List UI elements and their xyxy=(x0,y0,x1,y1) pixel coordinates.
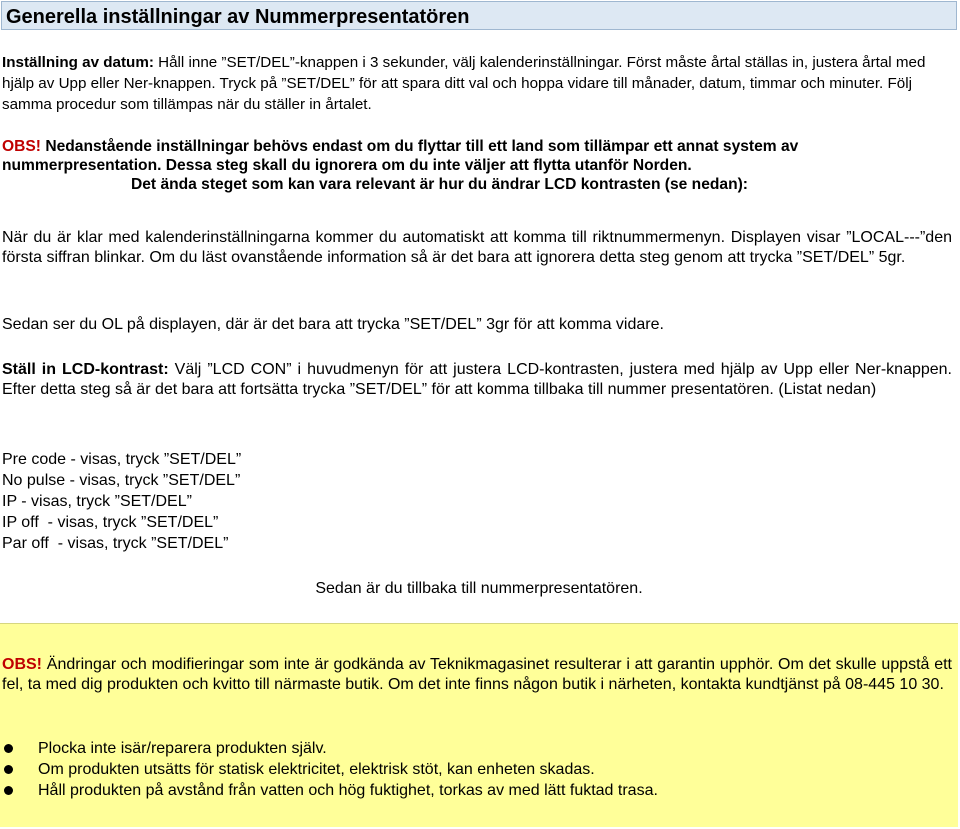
page-title-text: Generella inställningar av Nummerpresentatören xyxy=(6,6,470,28)
bullet-text: Håll produkten på avstånd från vatten och hög fuktighet, torkas av med lätt fuktad trasa. xyxy=(38,782,658,799)
bullet-item xyxy=(2,780,952,801)
obs-label: OBS! xyxy=(2,138,41,155)
ol-paragraph: Sedan ser du OL på displayen, där är det bara att trycka ”SET/DEL” 3gr för att komma vidare. xyxy=(2,316,664,333)
date-settings-text: Håll inne ”SET/DEL”-knappen i 3 sekunder, välj kalenderinställningar. Först måste årtal ställas in, justera årtal med hjälp av Upp eller Ner-knappen. Tryck på ”SET/DEL” för att spara ditt val och hoppa vidare till månader, datum, timmar och minuter. Följ samma procedur som tillämpas när du ställer in årtalet. xyxy=(2,54,926,113)
obs-lcd-note: Det ända steget som kan vara relevant är hur du ändrar LCD kontrasten (se nedan): xyxy=(131,176,748,193)
list-item: IP - visas, tryck ”SET/DEL” xyxy=(2,493,192,510)
safety-bullet-list xyxy=(2,738,952,801)
obs-text: Nedanstående inställningar behövs endast om du flyttar till ett land som tillämpar ett annat system av nummerpresentation. Dessa steg skall du ignorera om du inte väljer att flytta utanför Norden. xyxy=(2,138,799,174)
list-item: Pre code - visas, tryck ”SET/DEL” xyxy=(2,451,242,468)
lcd-contrast-paragraph xyxy=(2,360,952,400)
lcd-contrast-text: Välj ”LCD CON” i huvudmenyn för att justera LCD-kontrasten, justera med hjälp av Upp eller Ner-knappen. Efter detta steg så är det bara att fortsätta trycka ”SET/DEL” för att komma tillbaka till nummer presentatören. (Listat nedan) xyxy=(2,361,953,398)
bullet-dot-icon xyxy=(4,786,13,795)
date-settings-label: Inställning av datum: xyxy=(2,54,154,71)
list-item: No pulse - visas, tryck ”SET/DEL” xyxy=(2,472,241,489)
list-item: Par off - visas, tryck ”SET/DEL” xyxy=(2,535,229,552)
obs-note xyxy=(2,137,952,194)
calendar-paragraph: När du är klar med kalenderinställningarna kommer du automatiskt att komma till riktnummermenyn. Displayen visar ”LOCAL---”den första siffran blinkar. Om du läst ovanstående information så är det bara att ignorera detta steg genom att trycka ”SET/DEL” 5gr. xyxy=(2,229,952,266)
settings-list xyxy=(2,449,241,554)
bullet-dot-icon xyxy=(4,765,13,774)
warning-obs-label: OBS! xyxy=(2,656,42,673)
date-settings-paragraph xyxy=(2,52,952,115)
warning-text: Ändringar och modifieringar som inte är godkända av Teknikmagasinet resulterar i att garantin upphör. Om det skulle uppstå ett fel, ta med dig produkten och kvitto till närmaste butik. Om det inte finns någon butik i närheten, kontakta kundtjänst på 08-445 10 30. xyxy=(2,656,952,693)
bullet-dot-icon xyxy=(4,744,13,753)
bullet-item xyxy=(2,738,952,759)
bullet-text: Om produkten utsätts för statisk elektricitet, elektrisk stöt, kan enheten skadas. xyxy=(38,761,595,778)
warranty-warning xyxy=(2,655,952,695)
bullet-text: Plocka inte isär/reparera produkten själv. xyxy=(38,740,327,757)
back-to-presenter-text: Sedan är du tillbaka till nummerpresentatören. xyxy=(315,580,643,597)
list-item: IP off - visas, tryck ”SET/DEL” xyxy=(2,514,219,531)
lcd-contrast-label: Ställ in LCD-kontrast: xyxy=(2,361,169,378)
warning-box xyxy=(0,623,958,827)
page-title xyxy=(1,1,957,30)
bullet-item xyxy=(2,759,952,780)
